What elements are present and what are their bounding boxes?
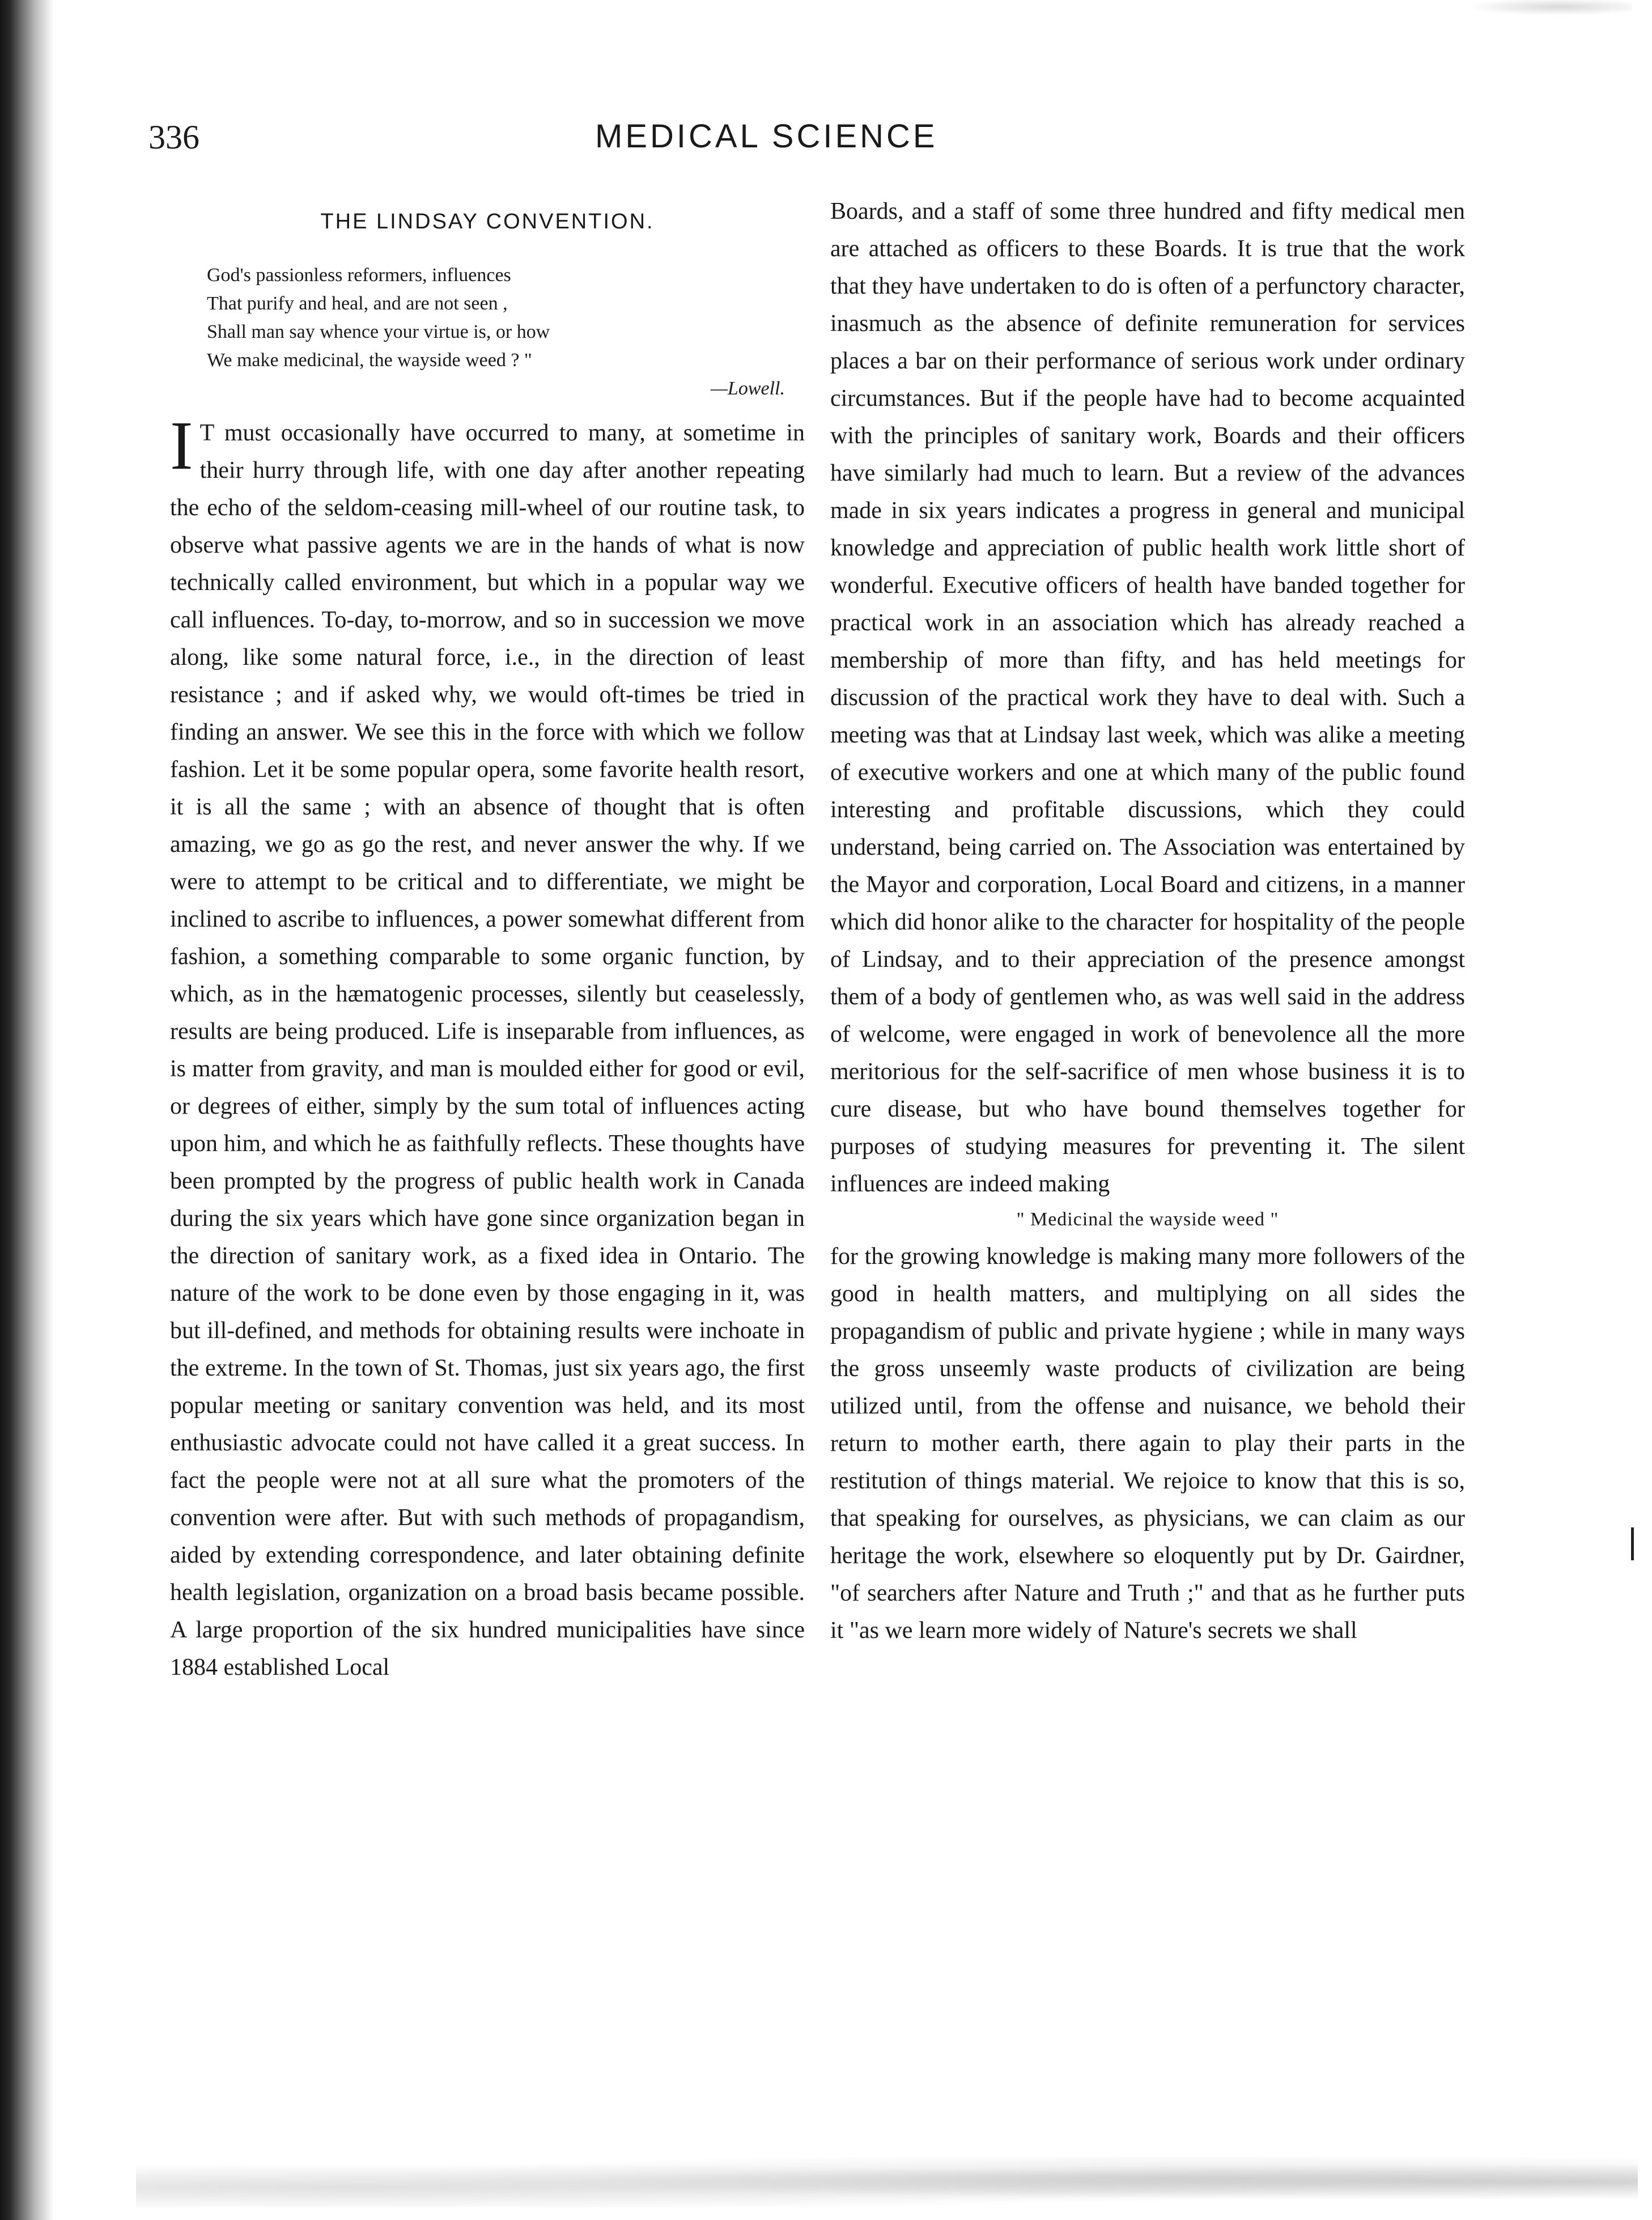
inline-quote: " Medicinal the wayside weed " (1016, 1209, 1279, 1230)
epigraph (207, 261, 805, 403)
drop-cap: I (170, 408, 193, 484)
article-paragraph-right-2: for the growing knowledge is making many more followers of the good in health matters, and multiplying on all sides the propagandism of public and private hygiene ; while in many ways the gross unseemly waste products of civilization are being utilized until, from the offense and nuisance, we behold their return to mother earth, there again to play their parts in the restitution of things material. We rejoice to know that this is so, that speaking for ourselves, as physicians, we can claim as our heritage the work, elsewhere so eloquently put by Dr. Gairdner, "of searchers after Nature and Truth ;" and that as he further puts it "as we learn more widely of Nature's secrets we shall (830, 1243, 1465, 1644)
epigraph-line: That purify and heal, and are not seen , (207, 293, 508, 314)
scan-mark (1631, 1527, 1634, 1560)
epigraph-line: Shall man say whence your virtue is, or how (207, 321, 550, 342)
epigraph-attribution: —Lowell. (710, 378, 785, 399)
right-column (830, 193, 1465, 1649)
article-paragraph-right-1: Boards, and a staff of some three hundred and fifty medical men are attached as officers to these Boards. It is true that the work that they have undertaken to do is often of a perfunctory character, inasmuch as the absence of definite remuneration for services places a bar on their performance of serious work under ordinary circumstances. But if the people have had to become acquainted with the principles of sanitary work, Boards and their officers have similarly had much to learn. But a review of the advances made in six years indicates a progress in general and municipal knowledge and appreciation of public health work little short of wonderful. Executive officers of health have banded together for practical work in an association which has already reached a membership of more than fifty, and has held meetings for discussion of the practical work they have to deal with. Such a meeting was that at Lindsay last week, which was alike a meeting of executive workers and one at which many of the public found interesting and profitable discussions, which they could understand, being carried on. The Association was entertained by the Mayor and corporation, Local Board and citizens, in a manner which did honor alike to the character for hospitality of the people of Lindsay, and to their appreciation of the presence amongst them of a body of gentlemen who, as was well said in the address of welcome, were engaged in work of benevolence all the more meritorious for the self-sacrifice of men whose business it is to cure disease, but who have bound themselves together for purposes of studying measures for preventing it. The silent influences are indeed making (830, 198, 1465, 1197)
binding-shadow (0, 0, 54, 2220)
scan-noise-bottom (136, 2157, 1638, 2208)
article-paragraph-left (170, 408, 805, 1686)
running-title: MEDICAL SCIENCE (595, 118, 938, 155)
left-column-text: T must occasionally have occurred to many, at sometime in their hurry through life, with one day after another repeating the echo of the seldom-ceasing mill-wheel of our routine task, to observe what passive agents we are in the hands of what is now technically called environment, but which in a popular way we call influences. To-day, to-morrow, and so in succession we move along, like some natural force, i.e., in the direction of least resistance ; and if asked why, we would oft-times be tried in finding an answer. We see this in the force with which we follow fashion. Let it be some popular opera, some favorite health resort, it is all the same ; with an absence of thought that is often amazing, we go as go the rest, and never answer the why. If we were to attempt to be critical and to differentiate, we might be inclined to ascribe to influences, a power somewhat different from fashion, a something comparable to some organic function, by which, as in the hæmatogenic processes, silently but ceaselessly, results are being produced. Life is inseparable from influences, as is matter from gravity, and man is moulded either for good or evil, or degrees of either, simply by the sum total of influences acting upon him, and which he as faithfully reflects. These thoughts have been prompted by the progress of public health work in Canada during the six years which have gone since organization began in the direction of sanitary work, as a fixed idea in Ontario. The nature of the work to be done even by those engaging in it, was but ill-defined, and methods for obtaining results were inchoate in the extreme. In the town of St. Thomas, just six years ago, the first popular meeting or sanitary convention was held, and its most enthusiastic advocate could not have called it a great success. In fact the people were not at all sure what the promoters of the convention were after. But with such methods of propagandism, aided by extending correspondence, and later obtaining definite health legislation, organization on a broad basis became possible. A large proportion of the six hundred municipalities have since 1884 established Local (170, 420, 805, 1680)
scan-noise-top (1451, 0, 1632, 17)
epigraph-line: God's passionless reformers, influences (207, 265, 511, 286)
article-title: THE LINDSAY CONVENTION. (320, 210, 655, 234)
epigraph-line: We make medicinal, the wayside weed ? " (207, 350, 532, 371)
left-column (170, 193, 805, 1686)
page-number: 336 (148, 118, 199, 156)
